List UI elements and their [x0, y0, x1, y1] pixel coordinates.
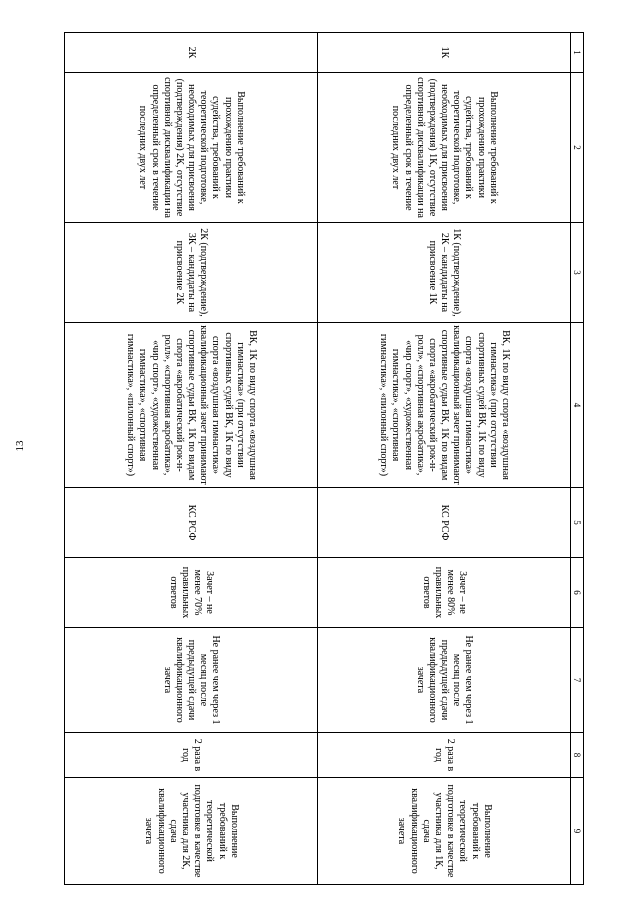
pass-criteria-cell: Зачет – не менее 80% правильных ответов — [318, 558, 571, 628]
category-cell: 2К — [65, 33, 318, 73]
period-cell: Не ранее чем через 1 месяц после предыдущей сдачи квалификационного зачета — [65, 628, 318, 733]
column-number: 5 — [571, 488, 584, 558]
column-number: 6 — [571, 558, 584, 628]
pass-criteria-cell: Зачет – не менее 70% правильных ответов — [65, 558, 318, 628]
column-number: 3 — [571, 223, 584, 323]
column-number: 7 — [571, 628, 584, 733]
result-cell: Выполнение требований к теоретической подготовке в качестве участника для 2К, сдача квалификационного зачета — [65, 778, 318, 885]
period-cell: Не ранее чем через 1 месяц после предыдущей сдачи квалификационного зачета — [318, 628, 571, 733]
page-number: 13 — [14, 440, 26, 452]
requirements-cell: Выполнение требований к прохождению практики судейства, требований к теоретической подготовке, необходимых для присвоения (подтверждения) 1К, отсутствие спортивной дисквалификации на определенный срок в течение последних двух лет — [318, 73, 571, 223]
body-cell: КС РСФ — [65, 488, 318, 558]
result-cell: Выполнение требований к теоретической подготовке в качестве участника для 1К, сдача квалификационного зачета — [318, 778, 571, 885]
requirements-cell: Выполнение требований к прохождению практики судейства, требований к теоретической подготовке, необходимых для присвоения (подтверждения) 2К, отсутствие спортивной дисквалификации на определенный срок в течение последних двух лет — [65, 73, 318, 223]
rotated-table-wrapper — [64, 32, 584, 884]
candidates-cell: 2К (подтверждение), 3К – кандидаты на присвоение 2К — [65, 223, 318, 323]
column-number: 9 — [571, 778, 584, 885]
frequency-cell: 2 раза в год — [318, 733, 571, 778]
qualification-table — [64, 32, 584, 885]
column-number: 4 — [571, 323, 584, 488]
table-row — [65, 33, 318, 885]
body-cell: КС РСФ — [318, 488, 571, 558]
frequency-cell: 2 раза в год — [65, 733, 318, 778]
column-number: 2 — [571, 73, 584, 223]
column-number: 1 — [571, 33, 584, 73]
judges-cell: ВК, 1К по виду спорта «воздушная гимнастика» (при отсутствии спортивных судей ВК, 1К по виду спорта «воздушная гимнастика» квалификационный зачет принимают спортивные судьи ВК, 1К по видам спорта «акробатический рок-н-ролл», «спортивная акробатика», «чир спорт», «художественная гимнастика», «спортивная гимнастика», «пилонный спорт») — [65, 323, 318, 488]
column-number-row — [571, 33, 584, 885]
candidates-cell: 1К (подтверждение), 2К – кандидаты на присвоение 1К — [318, 223, 571, 323]
category-cell: 1К — [318, 33, 571, 73]
table-row — [318, 33, 571, 885]
judges-cell: ВК, 1К по виду спорта «воздушная гимнастика» (при отсутствии спортивных судей ВК, 1К по виду спорта «воздушная гимнастика» квалификационный зачет принимают спортивные судьи ВК, 1К по видам спорта «акробатический рок-н-ролл», «спортивная акробатика», «чир спорт», «художественная гимнастика», «спортивная гимнастика», «пилонный спорт») — [318, 323, 571, 488]
column-number: 8 — [571, 733, 584, 778]
